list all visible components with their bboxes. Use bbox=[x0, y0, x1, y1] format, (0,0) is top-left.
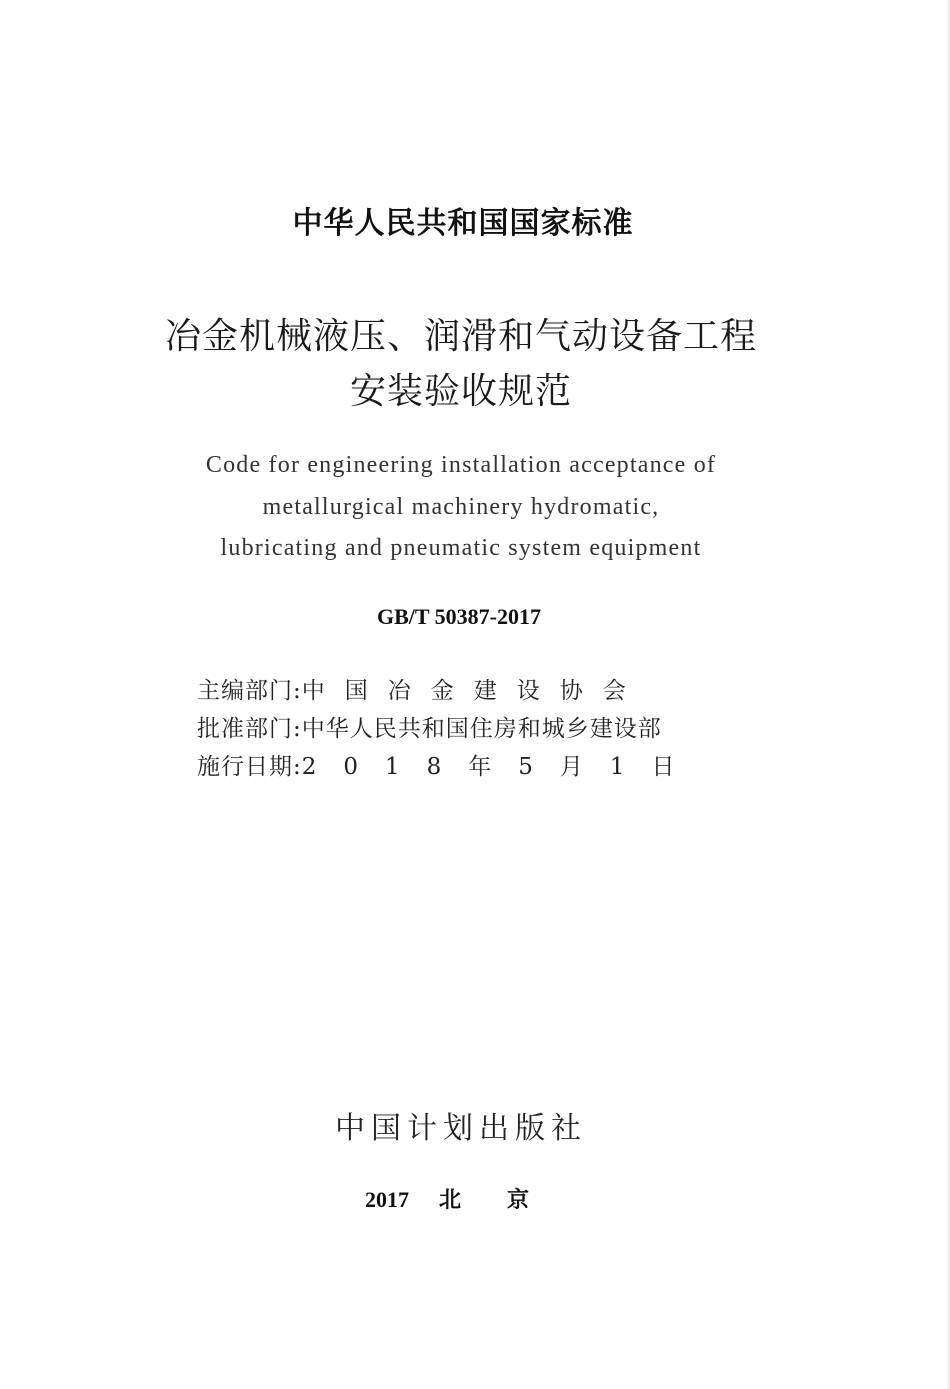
publication-city: 北京 bbox=[439, 1188, 576, 1213]
approver-row bbox=[197, 710, 757, 748]
effective-date-label: 施行日期: bbox=[197, 754, 302, 780]
editor-row bbox=[197, 672, 757, 710]
english-title-line-3: lubricating and pneumatic system equipment bbox=[220, 535, 702, 561]
publisher-name: 中国计划出版社 bbox=[335, 1111, 587, 1146]
chinese-title-line-2: 安装验收规范 bbox=[349, 371, 572, 412]
editor-value: 中国冶金建设协会 bbox=[301, 678, 646, 704]
info-block bbox=[197, 672, 757, 786]
scan-edge-shadow bbox=[946, 0, 950, 1389]
effective-date-value: 2018年5月1日 bbox=[301, 754, 702, 780]
publication-place bbox=[365, 1183, 575, 1214]
approver-value: 中华人民共和国住房和城乡建设部 bbox=[301, 716, 662, 742]
english-title-line-1: Code for engineering installation acceptance of bbox=[205, 452, 717, 478]
effective-date-row bbox=[197, 748, 757, 786]
publication-year: 2017 bbox=[365, 1187, 409, 1212]
editor-label: 主编部门: bbox=[197, 678, 302, 704]
national-standard-heading: 中华人民共和国国家标准 bbox=[292, 206, 634, 241]
standard-code: GB/T 50387-2017 bbox=[376, 604, 541, 629]
english-title-line-2: metallurgical machinery hydromatic, bbox=[262, 494, 660, 520]
approver-label: 批准部门: bbox=[197, 716, 302, 742]
chinese-title-line-1: 冶金机械液压、润滑和气动设备工程 bbox=[164, 316, 757, 357]
